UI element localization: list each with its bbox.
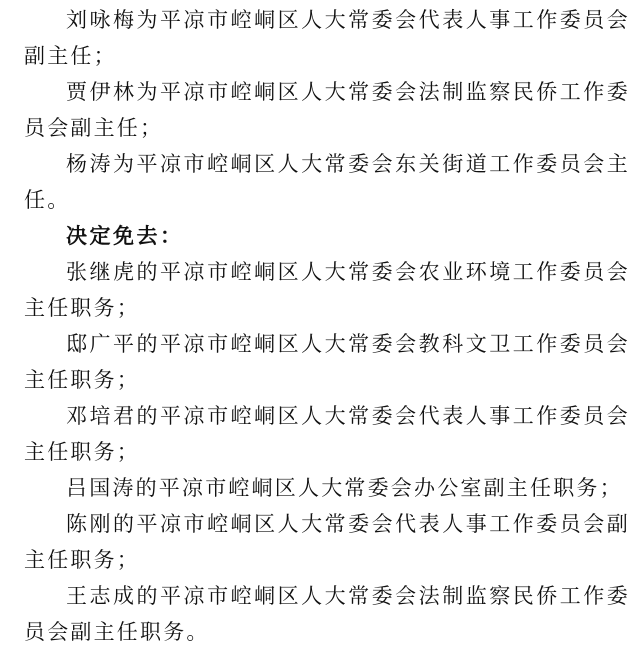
removal-paragraph-4: 吕国涛的平凉市崆峒区人大常委会办公室副主任职务； — [66, 476, 623, 500]
removal-paragraph-3: 邓培君的平凉市崆峒区人大常委会代表人事工作委员会主任职务； — [24, 404, 630, 464]
appointment-paragraph-1: 刘咏梅为平凉市崆峒区人大常委会代表人事工作委员会副主任； — [24, 8, 630, 68]
removal-paragraph-5: 陈刚的平凉市崆峒区人大常委会代表人事工作委员会副主任职务； — [24, 512, 630, 572]
removal-paragraph-6: 王志成的平凉市崆峒区人大常委会法制监察民侨工作委员会副主任职务。 — [24, 584, 630, 644]
removal-paragraph-2: 邸广平的平凉市崆峒区人大常委会教科文卫工作委员会主任职务； — [24, 332, 630, 392]
appointment-paragraph-2: 贾伊林为平凉市崆峒区人大常委会法制监察民侨工作委员会副主任； — [24, 80, 630, 140]
removal-heading: 决定免去： — [66, 223, 184, 248]
removal-paragraph-1: 张继虎的平凉市崆峒区人大常委会农业环境工作委员会主任职务； — [24, 260, 630, 320]
appointment-paragraph-3: 杨涛为平凉市崆峒区人大常委会东关街道工作委员会主任。 — [24, 152, 630, 212]
